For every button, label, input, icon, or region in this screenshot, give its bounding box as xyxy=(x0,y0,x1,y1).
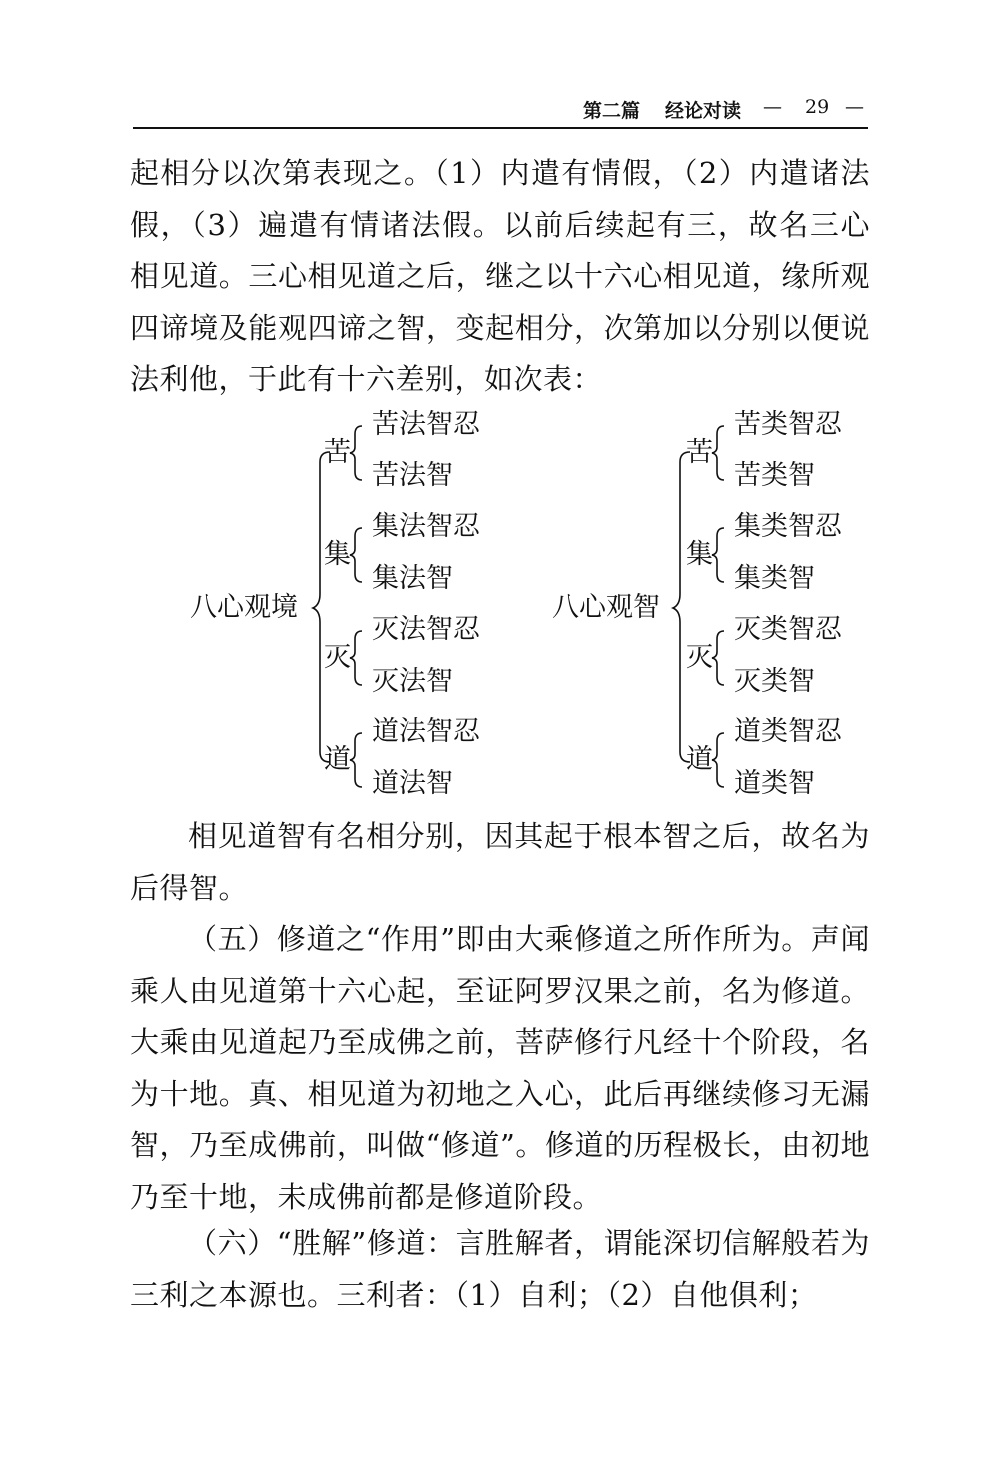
item-right-3a: 灭类智忍 xyxy=(734,614,842,645)
item-right-2a: 集类智忍 xyxy=(734,511,842,542)
header-dash-left: — xyxy=(763,96,782,118)
group-label-left-1: 苦 xyxy=(324,437,351,468)
small-brace-left-4 xyxy=(350,733,362,787)
item-left-2a: 集法智忍 xyxy=(372,511,480,542)
item-left-3a: 灭法智忍 xyxy=(372,614,480,645)
table-root-left: 八心观境 xyxy=(190,592,298,623)
small-brace-right-2 xyxy=(712,528,724,582)
paragraph-2: 相见道智有名相分别，因其起于根本智之后，故名为后得智。 xyxy=(130,819,870,905)
paragraph-1: 起相分以次第表现之。（1）内遣有情假，（2）内遣诸法假，（3）遍遣有情诸法假。以前后续起有三，故名三心相见道。三心相见道之后，继之以十六心相见道，缘所观四谛境及能观四谛之智，变起相分，次第加以分别以便说法利他，于此有十六差别，如次表： xyxy=(130,156,870,396)
small-brace-left-3 xyxy=(350,631,362,685)
group-label-right-2: 集 xyxy=(686,539,713,570)
item-right-3b: 灭类智 xyxy=(734,666,815,697)
item-left-1b: 苦法智 xyxy=(372,460,453,491)
paragraph-3: （五）修道之“作用”即由大乘修道之所作所为。声闻乘人由见道第十六心起，至证阿罗汉果之前，名为修道。大乘由见道起乃至成佛之前，菩萨修行凡经十个阶段，名为十地。真、相见道为初地之入心，此后再继续修习无漏智，乃至成佛前，叫做“修道”。修道的历程极长，由初地乃至十地，未成佛前都是修道阶段。 xyxy=(130,922,870,1214)
item-right-1b: 苦类智 xyxy=(734,460,815,491)
item-right-4a: 道类智忍 xyxy=(734,716,842,747)
small-brace-right-4 xyxy=(712,733,724,787)
item-right-2b: 集类智 xyxy=(734,563,815,594)
table-root-right: 八心观智 xyxy=(552,592,660,623)
item-left-1a: 苦法智忍 xyxy=(372,409,480,440)
header-dash-right: — xyxy=(845,96,864,118)
item-left-3b: 灭法智 xyxy=(372,666,453,697)
group-label-right-3: 灭 xyxy=(686,642,713,673)
big-brace-right xyxy=(673,452,690,762)
small-brace-right-1 xyxy=(712,426,724,480)
item-left-4b: 道法智 xyxy=(372,768,453,799)
item-left-2b: 集法智 xyxy=(372,563,453,594)
group-label-left-2: 集 xyxy=(324,539,351,570)
item-left-4a: 道法智忍 xyxy=(372,716,480,747)
small-brace-right-3 xyxy=(712,631,724,685)
section-label: 第二篇 xyxy=(583,100,641,122)
item-right-1a: 苦类智忍 xyxy=(734,409,842,440)
small-brace-left-2 xyxy=(350,528,362,582)
small-brace-left-1 xyxy=(350,426,362,480)
page-number: 29 xyxy=(805,96,830,118)
big-brace-left xyxy=(313,452,330,762)
item-right-4b: 道类智 xyxy=(734,768,815,799)
chapter-title: 经论对读 xyxy=(665,100,742,122)
group-label-left-3: 灭 xyxy=(324,642,351,673)
group-label-right-4: 道 xyxy=(686,744,713,775)
group-label-right-1: 苦 xyxy=(686,437,713,468)
group-label-left-4: 道 xyxy=(324,744,351,775)
paragraph-4: （六）“胜解”修道：言胜解者，谓能深切信解般若为三利之本源也。三利者：（1）自利；（2）自他俱利； xyxy=(130,1226,870,1312)
